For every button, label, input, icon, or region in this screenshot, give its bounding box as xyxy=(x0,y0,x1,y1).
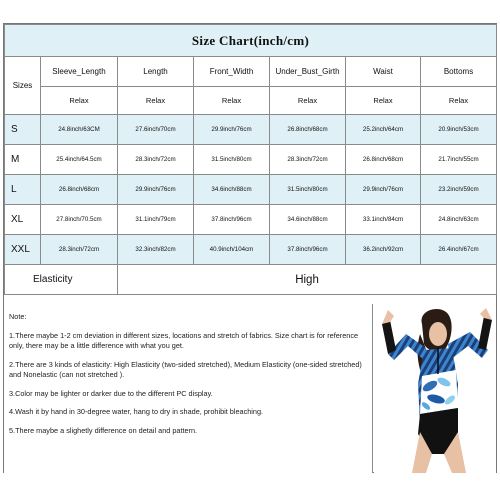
table-cell: 21.7inch/55cm xyxy=(421,145,497,175)
swimsuit-model-illustration xyxy=(374,304,496,473)
table-cell: 28.3inch/72cm xyxy=(41,235,118,265)
table-cell: 24.8inch/63CM xyxy=(41,115,118,145)
table-cell: 27.6inch/70cm xyxy=(118,115,194,145)
elasticity-value: High xyxy=(118,265,497,295)
elasticity-row xyxy=(5,265,497,295)
table-cell: 25.2inch/64cm xyxy=(346,115,421,145)
table-cell: 31.5inch/80cm xyxy=(194,145,270,175)
table-cell: 37.8inch/96cm xyxy=(194,205,270,235)
note-item: 3.Color may be lighter or darker due to the different PC display. xyxy=(9,388,213,398)
table-cell: 24.8inch/63cm xyxy=(421,205,497,235)
size-label: L xyxy=(5,175,41,205)
notes-heading: Note: xyxy=(9,312,27,321)
table-cell: 33.1inch/84cm xyxy=(346,205,421,235)
table-cell: 37.8inch/96cm xyxy=(270,235,346,265)
size-label: XL xyxy=(5,205,41,235)
relax-row xyxy=(5,87,497,115)
table-row xyxy=(5,235,497,265)
table-cell: 23.2inch/59cm xyxy=(421,175,497,205)
table-cell: 29.9inch/76cm xyxy=(346,175,421,205)
column-header: Bottoms xyxy=(421,57,497,87)
relax-label: Relax xyxy=(118,87,194,115)
note-item: 5.There maybe a slighetly difference on detail and pattern. xyxy=(9,426,198,436)
size-chart-sheet xyxy=(3,23,497,473)
table-cell: 29.9inch/76cm xyxy=(118,175,194,205)
chart-title: Size Chart(inch/cm) xyxy=(5,25,497,57)
table-cell: 28.3inch/72cm xyxy=(118,145,194,175)
column-header: Sleeve_Length xyxy=(41,57,118,87)
table-cell: 26.8inch/68cm xyxy=(270,115,346,145)
column-header-row xyxy=(5,57,497,87)
table-row xyxy=(5,115,497,145)
table-cell: 32.3inch/82cm xyxy=(118,235,194,265)
relax-label: Relax xyxy=(41,87,118,115)
column-header: Waist xyxy=(346,57,421,87)
table-row xyxy=(5,145,497,175)
table-row xyxy=(5,175,497,205)
table-cell: 31.5inch/80cm xyxy=(270,175,346,205)
table-cell: 36.2inch/92cm xyxy=(346,235,421,265)
column-header: Front_Width xyxy=(194,57,270,87)
table-cell: 20.9inch/53cm xyxy=(421,115,497,145)
size-label: XXL xyxy=(5,235,41,265)
model-photo xyxy=(374,304,496,473)
size-label: M xyxy=(5,145,41,175)
relax-label: Relax xyxy=(270,87,346,115)
table-cell: 29.9inch/76cm xyxy=(194,115,270,145)
table-cell: 34.6inch/88cm xyxy=(194,175,270,205)
table-cell: 26.4inch/67cm xyxy=(421,235,497,265)
size-label: S xyxy=(5,115,41,145)
table-cell: 27.8inch/70.5cm xyxy=(41,205,118,235)
title-row xyxy=(5,25,497,57)
size-chart-table xyxy=(4,24,497,295)
table-cell: 26.8inch/68cm xyxy=(346,145,421,175)
column-header: Under_Bust_Girth xyxy=(270,57,346,87)
note-item: 2.There are 3 kinds of elasticity: High Elasticity (two-sided stretched), Medium Elasticity (one-sided stretched) and Nonelastic (can not stretched ). xyxy=(9,359,362,380)
relax-label: Relax xyxy=(421,87,497,115)
column-header: Length xyxy=(118,57,194,87)
relax-label: Relax xyxy=(194,87,270,115)
notes-panel xyxy=(4,304,373,473)
sizes-header: Sizes xyxy=(5,57,41,115)
table-cell: 26.8inch/68cm xyxy=(41,175,118,205)
table-row xyxy=(5,205,497,235)
table-cell: 34.6inch/88cm xyxy=(270,205,346,235)
elasticity-label: Elasticity xyxy=(5,265,118,295)
relax-label: Relax xyxy=(346,87,421,115)
note-item: 4.Wash it by hand in 30-degree water, hang to dry in shade, prohibit bleaching. xyxy=(9,407,264,417)
note-item: 1.There maybe 1-2 cm deviation in different sizes, locations and stretch of fabrics. Size chart is for reference only, there may be a little difference with what you get. xyxy=(9,330,359,351)
table-cell: 31.1inch/79cm xyxy=(118,205,194,235)
table-cell: 25.4inch/64.5cm xyxy=(41,145,118,175)
table-cell: 28.3inch/72cm xyxy=(270,145,346,175)
table-cell: 40.9inch/104cm xyxy=(194,235,270,265)
